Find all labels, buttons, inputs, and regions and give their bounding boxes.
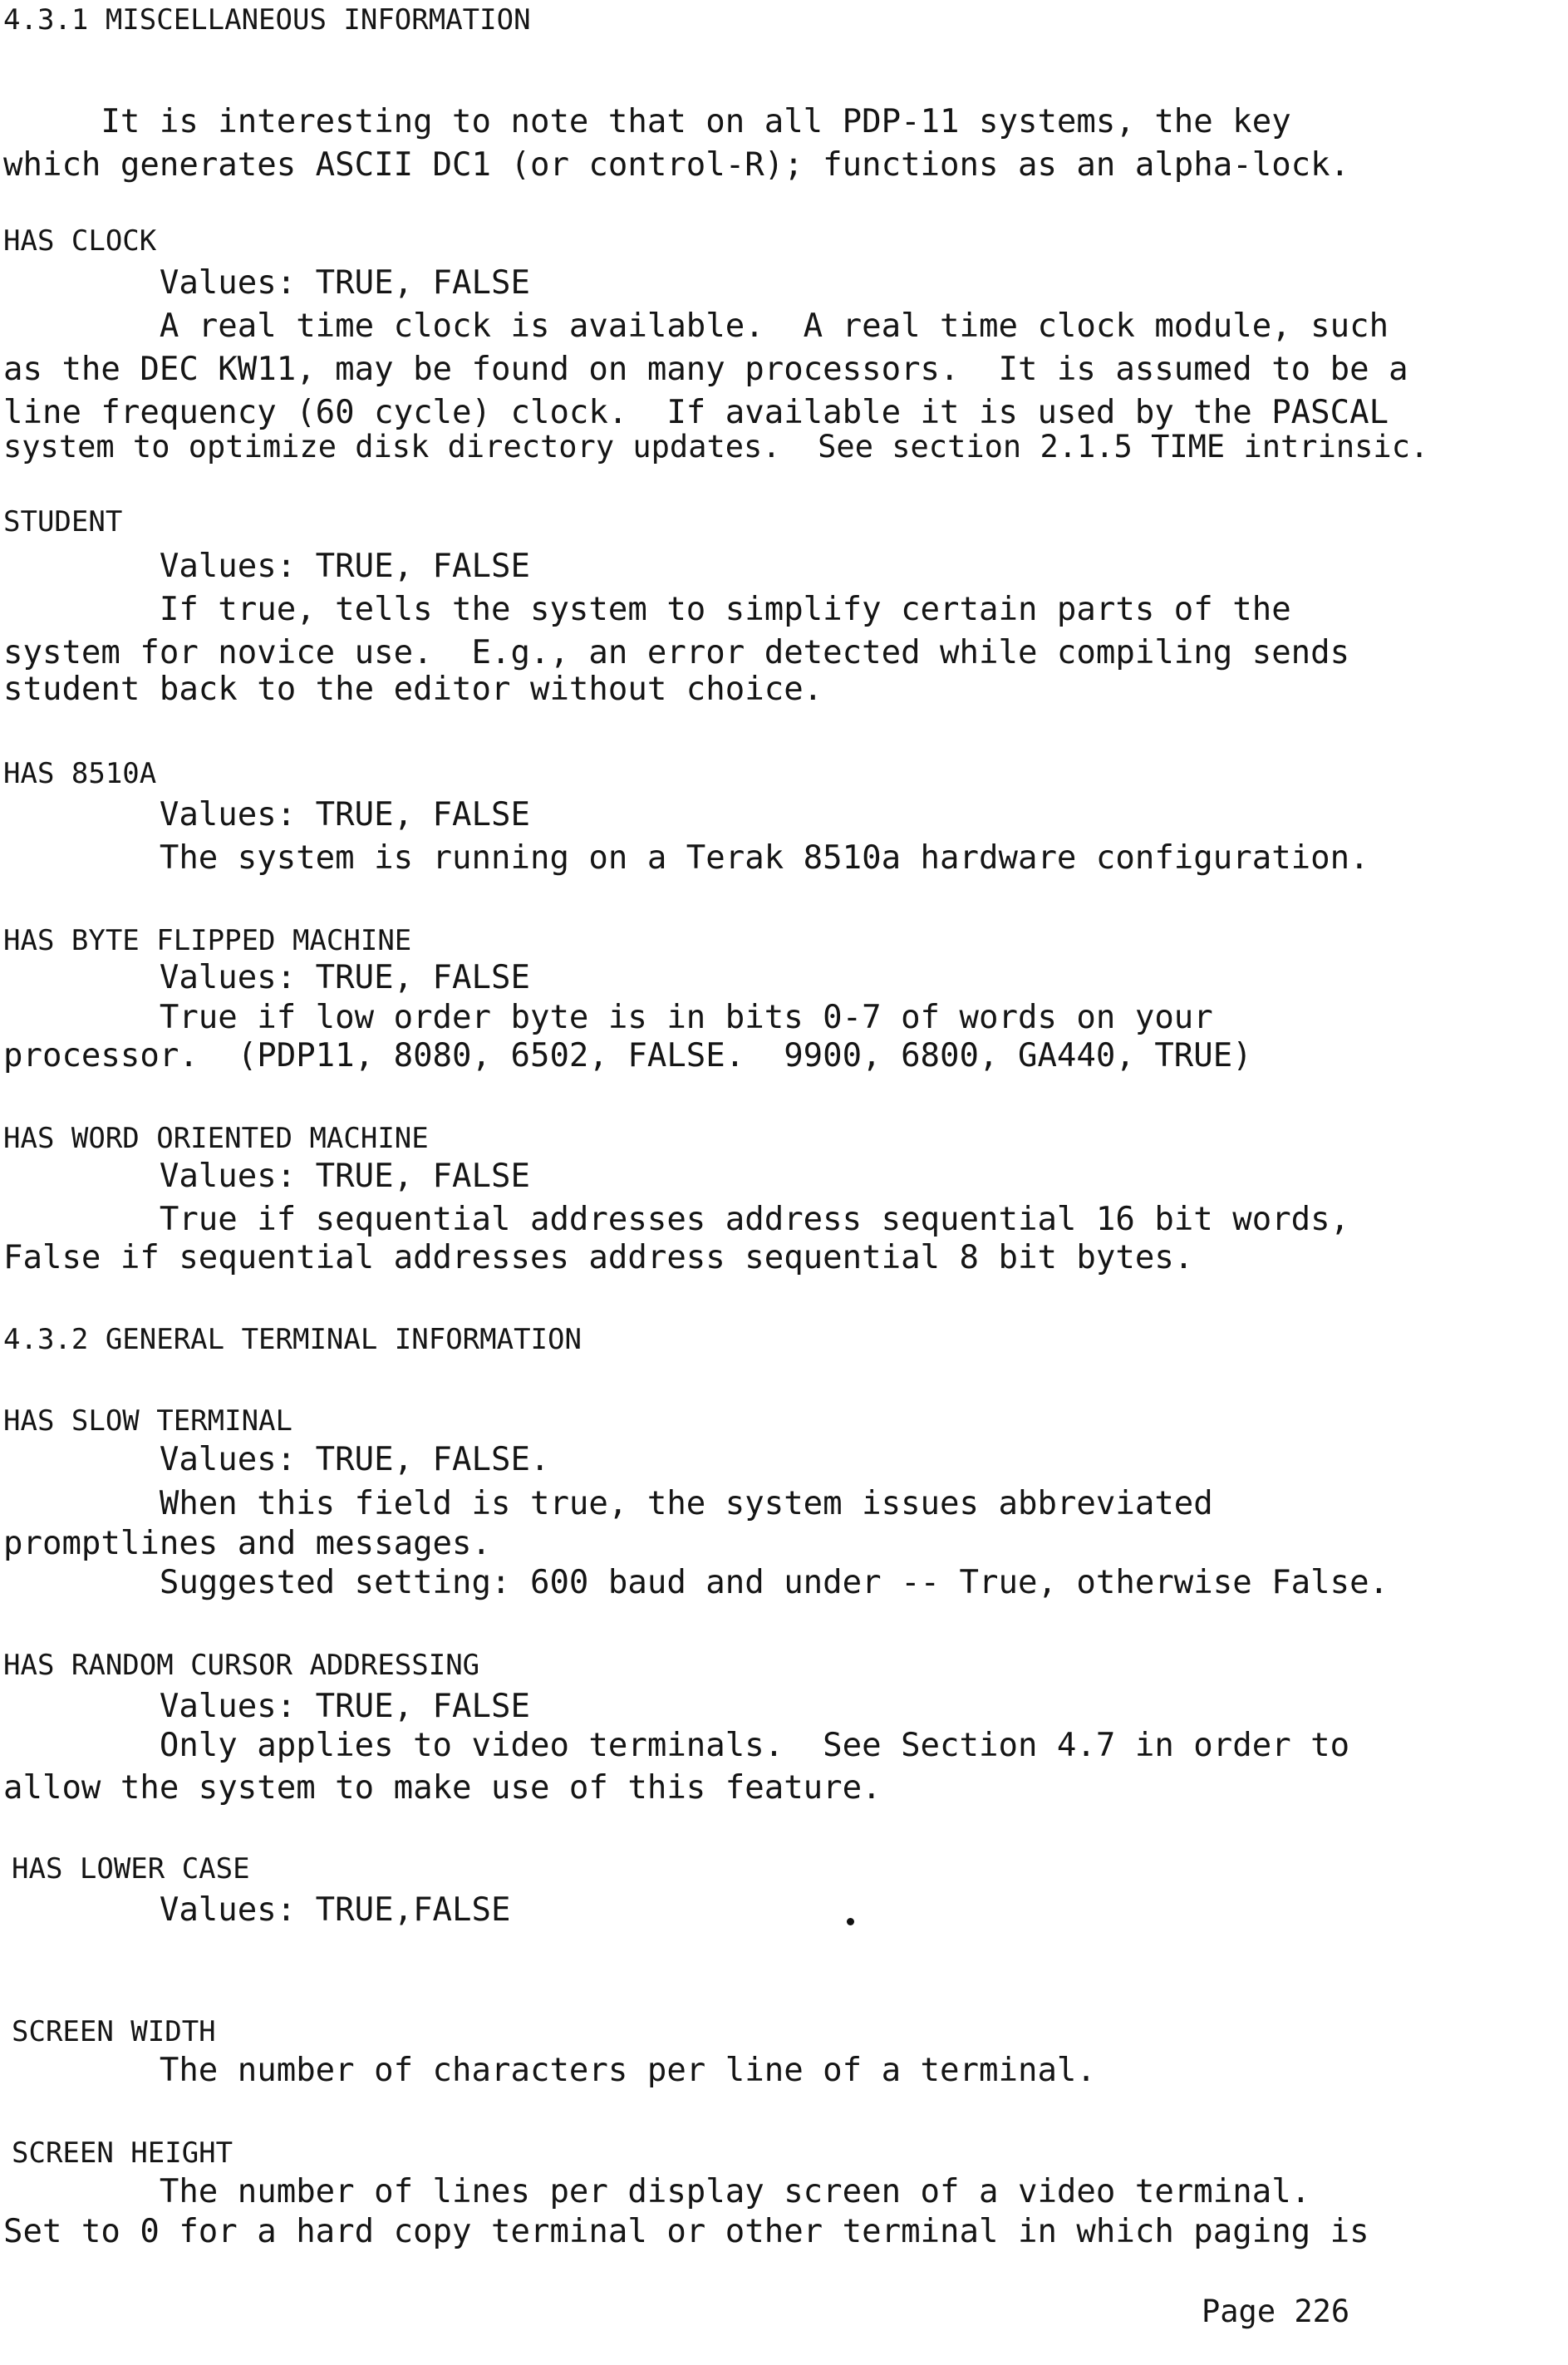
field-heading-cursor-addressing: HAS RANDOM CURSOR ADDRESSING: [3, 1649, 480, 1682]
paragraph-line: student back to the editor without choice.: [3, 671, 823, 708]
paragraph-line: True if low order byte is in bits 0-7 of words on your: [3, 999, 1213, 1036]
field-values: Values: TRUE, FALSE: [3, 1688, 530, 1725]
field-heading-word-oriented: HAS WORD ORIENTED MACHINE: [3, 1122, 429, 1155]
field-values: Values: TRUE, FALSE: [3, 796, 530, 833]
field-values: Values: TRUE, FALSE: [3, 959, 530, 996]
paragraph-line: It is interesting to note that on all PDP-11 systems, the key: [3, 103, 1291, 140]
section-heading-misc-info: 4.3.1 MISCELLANEOUS INFORMATION: [3, 3, 531, 37]
paragraph-line: The number of characters per line of a terminal.: [3, 2052, 1096, 2089]
field-heading-slow-terminal: HAS SLOW TERMINAL: [3, 1404, 292, 1438]
paragraph-line: A real time clock is available. A real time clock module, such: [3, 307, 1389, 345]
paragraph-line: processor. (PDP11, 8080, 6502, FALSE. 9900, 6800, GA440, TRUE): [3, 1037, 1252, 1074]
field-values: Values: TRUE, FALSE.: [3, 1441, 550, 1478]
field-heading-screen-width: SCREEN WIDTH: [12, 2015, 216, 2048]
paragraph-line: line frequency (60 cycle) clock. If available it is used by the PASCAL: [3, 394, 1389, 431]
paragraph-line: system to optimize disk directory updates. See section 2.1.5 TIME intrinsic.: [3, 429, 1429, 465]
paragraph-line: which generates ASCII DC1 (or control-R); functions as an alpha-lock.: [3, 146, 1350, 184]
paragraph-line: promptlines and messages.: [3, 1525, 491, 1562]
paragraph-line: Only applies to video terminals. See Section 4.7 in order to: [3, 1727, 1350, 1764]
paragraph-line: as the DEC KW11, may be found on many processors. It is assumed to be a: [3, 351, 1408, 388]
paragraph-line: The number of lines per display screen of a video terminal.: [3, 2173, 1311, 2210]
field-heading-student: STUDENT: [3, 505, 123, 538]
paragraph-line: Suggested setting: 600 baud and under -- True, otherwise False.: [3, 1564, 1389, 1601]
field-heading-screen-height: SCREEN HEIGHT: [12, 2136, 233, 2170]
scan-speck: [847, 1918, 854, 1925]
field-values: Values: TRUE, FALSE: [3, 548, 530, 585]
paragraph-line: The system is running on a Terak 8510a hardware configuration.: [3, 839, 1369, 877]
field-heading-has-8510a: HAS 8510A: [3, 757, 157, 790]
field-heading-lower-case: HAS LOWER CASE: [12, 1852, 250, 1886]
field-values: Values: TRUE, FALSE: [3, 1158, 530, 1195]
paragraph-line: False if sequential addresses address sequential 8 bit bytes.: [3, 1239, 1194, 1276]
paragraph-line: When this field is true, the system issues abbreviated: [3, 1485, 1213, 1522]
field-heading-has-clock: HAS CLOCK: [3, 224, 157, 258]
paragraph-line: If true, tells the system to simplify certain parts of the: [3, 591, 1291, 628]
page-number: Page 226: [1202, 2294, 1350, 2329]
paragraph-line: True if sequential addresses address sequential 16 bit words,: [3, 1201, 1350, 1238]
field-values: Values: TRUE,FALSE: [3, 1891, 511, 1929]
section-heading-terminal-info: 4.3.2 GENERAL TERMINAL INFORMATION: [3, 1323, 582, 1356]
paragraph-line: system for novice use. E.g., an error detected while compiling sends: [3, 634, 1350, 671]
field-heading-byte-flipped: HAS BYTE FLIPPED MACHINE: [3, 924, 412, 957]
field-values: Values: TRUE, FALSE: [3, 264, 530, 302]
paragraph-line: Set to 0 for a hard copy terminal or other terminal in which paging is: [3, 2213, 1369, 2250]
paragraph-line: allow the system to make use of this feature.: [3, 1769, 882, 1807]
